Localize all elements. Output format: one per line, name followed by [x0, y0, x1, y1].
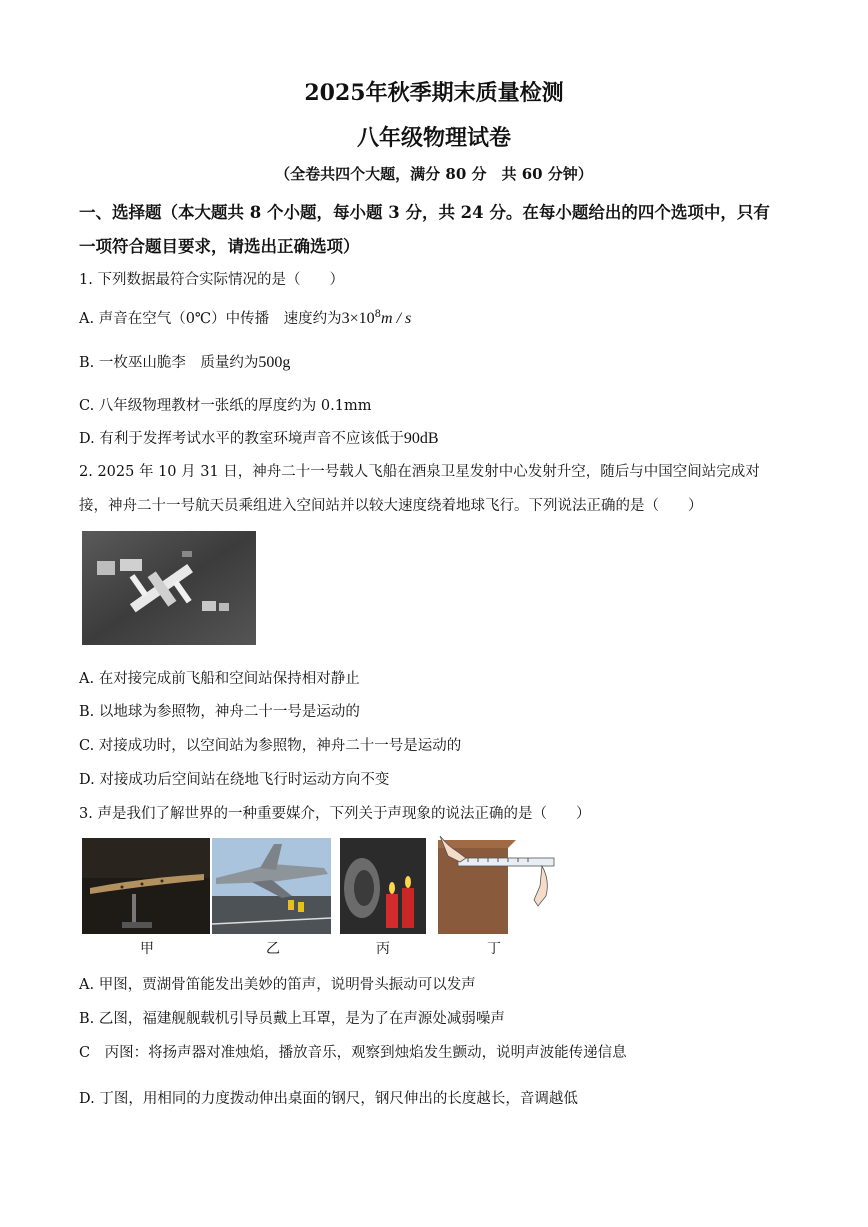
question-2-stem-line2: 接，神舟二十一号航天员乘组进入空间站并以较大速度绕着地球飞行。下列说法正确的是（ ）	[79, 498, 703, 514]
carrier-aircraft-photo	[212, 838, 331, 934]
question-1-option-a	[79, 307, 411, 328]
figure-label-yi: 乙	[266, 941, 280, 957]
bone-flute-photo	[82, 838, 210, 934]
question-3-stem: 3. 声是我们了解世界的一种重要媒介，下列关于声现象的说法正确的是（ ）	[79, 806, 591, 822]
question-3-option-a: A. 甲图，贾湖骨笛能发出美妙的笛声，说明骨头振动可以发声	[79, 977, 476, 993]
question-3-option-d: D. 丁图，用相同的力度拨动伸出桌面的钢尺，钢尺伸出的长度越长，音调越低	[79, 1091, 578, 1107]
option-d-text: D. 有利于发挥考试水平的教室环境声音不应该低于	[79, 431, 404, 447]
question-1-option-d	[79, 427, 439, 448]
section-heading-line1: 一、选择题（本大题共 8 个小题，每小题 3 分，共 24 分。在每小题给出的四个选项中，只有	[79, 203, 770, 222]
option-b-value: 500g	[258, 354, 291, 371]
question-1-stem: 1. 下列数据最符合实际情况的是（ ）	[79, 272, 344, 288]
question-2-option-a: A. 在对接完成前飞船和空间站保持相对静止	[79, 671, 360, 687]
option-d-value: 90dB	[403, 430, 439, 447]
figure-label-bing: 丙	[376, 941, 390, 957]
question-2-stem-line1: 2. 2025 年 10 月 31 日，神舟二十一号载人飞船在酒泉卫星发射中心发射升空，随后与中国空间站完成对	[79, 464, 760, 480]
option-a-unit: m / s	[381, 310, 412, 327]
exam-note: （全卷共四个大题，满分 80 分 共 60 分钟）	[275, 165, 593, 183]
figure-label-jia: 甲	[140, 941, 154, 957]
option-a-text: A. 声音在空气（0℃）中传播 速度约为	[79, 311, 342, 327]
option-a-exponent: 8	[374, 309, 382, 321]
question-3-option-c: C 丙图：将扬声器对准烛焰，播放音乐，观察到烛焰发生颤动，说明声波能传递信息	[79, 1045, 627, 1061]
section-heading-line2: 一项符合题目要求，请选出正确选项）	[79, 237, 360, 256]
option-b-text: B. 一枚巫山脆李 质量约为	[79, 355, 259, 371]
question-1-option-c: C. 八年级物理教材一张纸的厚度约为 0.1mm	[79, 398, 372, 414]
speaker-candle-photo	[340, 838, 426, 934]
question-2-option-b: B. 以地球为参照物，神舟二十一号是运动的	[79, 704, 360, 720]
question-1-option-b	[79, 351, 290, 372]
exam-subtitle: 八年级物理试卷	[356, 125, 511, 151]
question-3-option-b: B. 乙图，福建舰舰载机引导员戴上耳罩，是为了在声源处减弱噪声	[79, 1011, 505, 1027]
exam-title: 2025年秋季期末质量检测	[304, 80, 564, 106]
question-2-option-c: C. 对接成功时，以空间站为参照物，神舟二十一号是运动的	[79, 738, 462, 754]
figure-label-ding: 丁	[487, 941, 501, 957]
question-2-option-d: D. 对接成功后空间站在绕地飞行时运动方向不变	[79, 772, 390, 788]
spacecraft-docking-photo	[82, 531, 256, 645]
ruler-table-drawing	[438, 836, 568, 934]
option-a-value: 3×10	[341, 310, 375, 327]
